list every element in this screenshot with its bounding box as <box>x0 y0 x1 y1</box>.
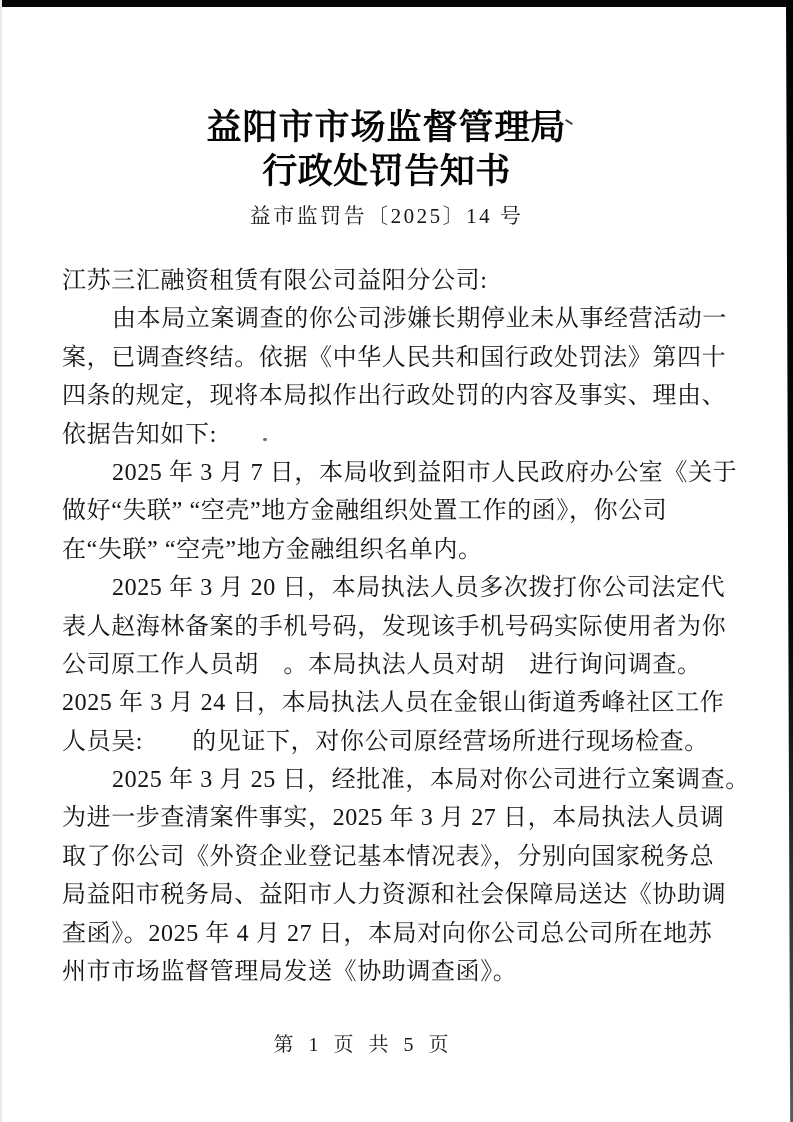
document-text-line: 为进一步查清案件事实，2025 年 3 月 27 日，本局执法人员调 <box>62 805 725 832</box>
issuing-authority-title: 益阳市市场监督管理局 <box>206 108 567 147</box>
document-text-line: 案，已调查终结。依据《中华人民共和国行政处罚法》第四十 <box>62 344 727 371</box>
document-header <box>0 106 783 230</box>
document-text-line: 江苏三汇融资租赁有限公司益阳分公司: <box>62 268 488 294</box>
document-text-line: 由本局立案调查的你公司涉嫌长期停业未从事经营活动一 <box>112 306 727 333</box>
document-text-line: 2025 年 3 月 7 日，本局收到益阳市人民政府办公室《关于 <box>112 459 738 486</box>
document-text-line: 取了你公司《外资企业登记基本情况表》，分别向国家税务总 <box>62 843 715 870</box>
document-text-line: 在“失联” “空壳”地方金融组织名单内。 <box>62 536 483 563</box>
document-text-line: 公司原工作人员胡 。本局执法人员对胡 进行询问调查。 <box>62 651 702 678</box>
document-text-line: 州市市场监督管理局发送《协助调查函》。 <box>62 959 518 986</box>
document-type-title: 行政处罚告知书 <box>262 152 511 191</box>
document-text-line: 四条的规定，现将本局拟作出行政处罚的内容及事实、理由、 <box>62 383 727 410</box>
scan-artifact-top-bar <box>0 0 793 7</box>
document-text-line: 2025 年 3 月 24 日，本局执法人员在金银山街道秀峰社区工作 <box>62 690 725 717</box>
document-text-line: 查函》。2025 年 4 月 27 日，本局对向你公司总公司所在地苏 <box>62 920 713 947</box>
document-text-line: 依据告知如下: <box>62 421 217 448</box>
document-text-line: 人员吴: 的见证下，对你公司原经营场所进行现场检查。 <box>62 728 709 755</box>
document-text-line: 表人赵海林备案的手机号码，发现该手机号码实际使用者为你 <box>62 613 727 640</box>
document-footer <box>0 1028 760 1057</box>
scan-artifact-right-bar <box>786 0 793 1122</box>
document-body <box>62 262 750 991</box>
document-text-line: 局益阳市税务局、益阳市人力资源和社会保障局送达《协助调 <box>62 882 727 909</box>
document-text-line: 做好“失联” “空壳”地方金融组织处置工作的函》，你公司 <box>62 498 668 525</box>
document-reference-number: 益市监罚告〔2025〕14 号 <box>249 204 524 228</box>
document-text-line: 2025 年 3 月 20 日，本局执法人员多次拨打你公司法定代 <box>112 575 726 602</box>
document-text-line: 2025 年 3 月 25 日，经批准，本局对你公司进行立案调查。 <box>112 767 750 794</box>
page-number-indicator: 第 1 页 共 5 页 <box>273 1034 454 1056</box>
